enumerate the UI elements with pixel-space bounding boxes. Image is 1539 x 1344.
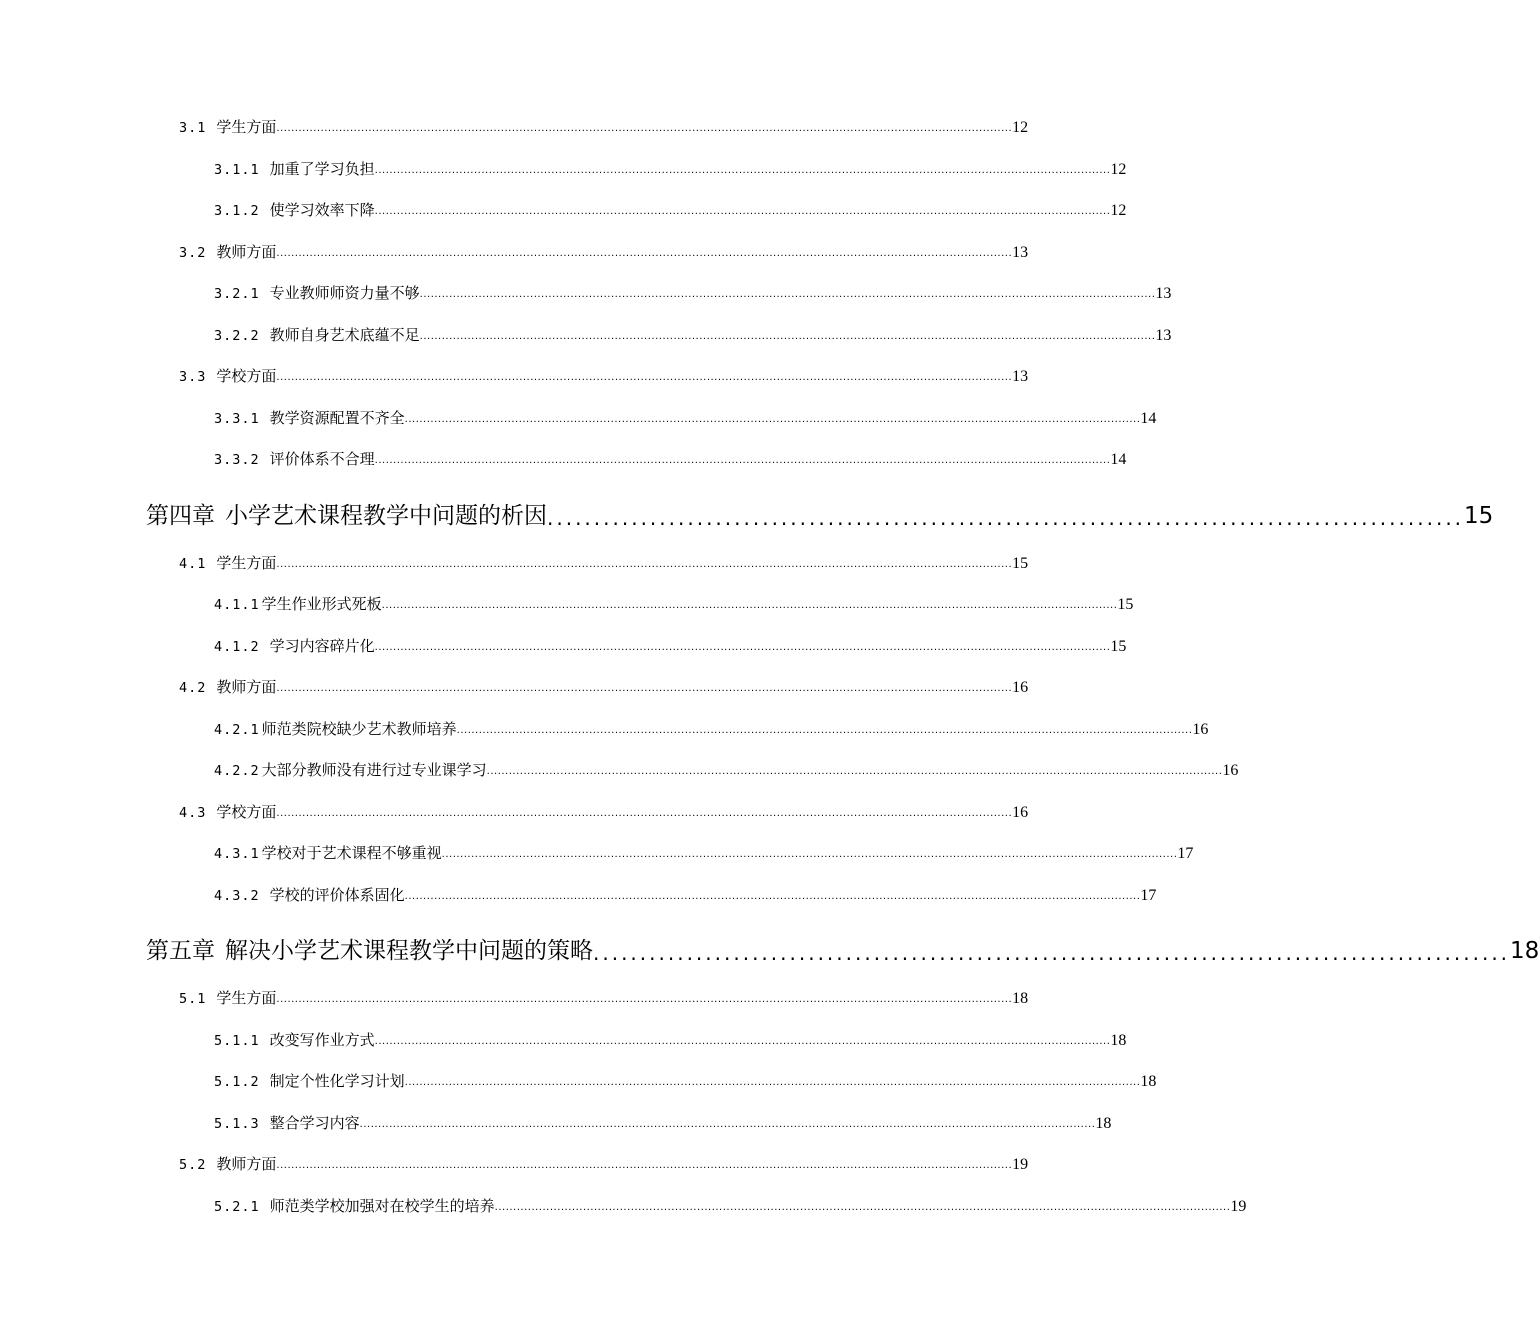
toc-entry-title: 教学资源配置不齐全 bbox=[269, 409, 405, 427]
toc-chapter-title: 小学艺术课程教学中问题的析因 bbox=[225, 503, 547, 529]
toc-entry-label bbox=[214, 1031, 375, 1050]
toc-entry-label bbox=[214, 1072, 405, 1091]
toc-entry[interactable] bbox=[179, 243, 1029, 262]
toc-entry[interactable] bbox=[214, 1114, 1112, 1133]
toc-entry[interactable] bbox=[214, 595, 1134, 614]
toc-dot-leader: ........................................................................................................................................................................................................ bbox=[374, 165, 1111, 176]
toc-entry[interactable] bbox=[179, 989, 1029, 1008]
toc-entry-page: 16 bbox=[1012, 804, 1029, 821]
toc-dot-leader: ........................................................................................................................................................................................................ bbox=[276, 123, 1013, 134]
toc-entry-label bbox=[179, 989, 276, 1008]
toc-dot-leader: ........................................................................................................................................................................................................ bbox=[276, 372, 1013, 383]
toc-entry-label bbox=[179, 554, 276, 573]
toc-dot-leader: .................................................................................................. bbox=[547, 506, 1465, 530]
toc-entry-page: 15 bbox=[1110, 638, 1127, 655]
toc-entry-label bbox=[179, 1155, 276, 1174]
toc-entry-title: 整合学习内容 bbox=[269, 1114, 360, 1132]
toc-entry[interactable] bbox=[179, 1155, 1029, 1174]
toc-dot-leader: ........................................................................................................................................................................................................ bbox=[381, 600, 1118, 611]
toc-entry-title: 学习内容碎片化 bbox=[269, 637, 375, 655]
toc-entry-label bbox=[214, 201, 375, 220]
toc-entry-number: 4.2 bbox=[179, 680, 207, 696]
toc-entry-page: 12 bbox=[1110, 202, 1127, 219]
toc-entry[interactable] bbox=[214, 720, 1209, 739]
toc-entry-label bbox=[179, 118, 276, 137]
toc-entry-title: 大部分教师没有进行过专业课学习 bbox=[261, 761, 487, 779]
toc-entry[interactable] bbox=[214, 1072, 1157, 1091]
toc-chapter-entry[interactable] bbox=[146, 936, 1539, 966]
toc-dot-leader: ........................................................................................................................................................................................................ bbox=[374, 455, 1111, 466]
toc-entry-label bbox=[214, 720, 457, 739]
toc-entry-title: 教师方面 bbox=[216, 678, 277, 696]
toc-entry-label bbox=[179, 678, 276, 697]
toc-entry-number: 3.1 bbox=[179, 120, 207, 136]
toc-dot-leader: ........................................................................................................................................................................................................ bbox=[276, 559, 1013, 570]
toc-entry-page: 16 bbox=[1012, 679, 1029, 696]
toc-dot-leader: ........................................................................................................................................................................................................ bbox=[374, 1036, 1111, 1047]
toc-entry[interactable] bbox=[214, 160, 1127, 179]
toc-dot-leader: ........................................................................................................................................................................................................ bbox=[441, 849, 1178, 860]
toc-entry-number: 3.3 bbox=[179, 369, 207, 385]
toc-chapter-title: 解决小学艺术课程教学中问题的策略 bbox=[225, 938, 593, 964]
toc-entry-page: 13 bbox=[1012, 244, 1029, 261]
toc-entry-number: 4.3.2 bbox=[214, 888, 260, 904]
toc-entry-number: 4.2.2 bbox=[214, 763, 260, 779]
toc-entry-label bbox=[214, 326, 420, 345]
toc-entry-number: 4.1.2 bbox=[214, 639, 260, 655]
toc-entry-label bbox=[146, 936, 593, 966]
toc-entry-page: 16 bbox=[1222, 762, 1239, 779]
toc-entry-title: 师范类院校缺少艺术教师培养 bbox=[261, 720, 457, 738]
toc-entry[interactable] bbox=[214, 201, 1127, 220]
toc-entry-number: 3.1.1 bbox=[214, 162, 260, 178]
toc-entry-label bbox=[214, 886, 405, 905]
toc-entry-title: 学校对于艺术课程不够重视 bbox=[261, 844, 442, 862]
toc-entry-page: 14 bbox=[1110, 451, 1127, 468]
toc-entry-page: 18 bbox=[1095, 1115, 1112, 1132]
toc-entry-title: 师范类学校加强对在校学生的培养 bbox=[269, 1197, 495, 1215]
toc-entry-label bbox=[146, 501, 547, 531]
toc-entry-title: 评价体系不合理 bbox=[269, 450, 375, 468]
toc-entry-title: 教师自身艺术底蕴不足 bbox=[269, 326, 420, 344]
toc-entry[interactable] bbox=[214, 450, 1127, 469]
toc-entry-page: 18 bbox=[1510, 938, 1539, 964]
toc-entry-page: 16 bbox=[1192, 721, 1209, 738]
toc-entry-page: 13 bbox=[1155, 285, 1172, 302]
toc-entry-page: 13 bbox=[1155, 327, 1172, 344]
toc-entry-title: 改变写作业方式 bbox=[269, 1031, 375, 1049]
toc-entry[interactable] bbox=[179, 678, 1029, 697]
toc-entry-label bbox=[214, 450, 375, 469]
toc-entry-label bbox=[179, 803, 276, 822]
toc-entry-title: 学生作业形式死板 bbox=[261, 595, 382, 613]
toc-entry-label bbox=[179, 243, 276, 262]
toc-entry[interactable] bbox=[214, 409, 1157, 428]
toc-entry-number: 3.2.1 bbox=[214, 286, 260, 302]
toc-entry-page: 18 bbox=[1110, 1032, 1127, 1049]
toc-entry[interactable] bbox=[179, 803, 1029, 822]
toc-entry-label bbox=[214, 1114, 360, 1133]
toc-entry-number: 3.2 bbox=[179, 245, 207, 261]
toc-entry-number: 4.2.1 bbox=[214, 722, 260, 738]
toc-entry-title: 学校方面 bbox=[216, 803, 277, 821]
toc-entry-page: 19 bbox=[1012, 1156, 1029, 1173]
toc-entry-label bbox=[214, 595, 382, 614]
toc-entry-title: 制定个性化学习计划 bbox=[269, 1072, 405, 1090]
toc-entry-page: 15 bbox=[1117, 596, 1134, 613]
toc-entry-title: 教师方面 bbox=[216, 243, 277, 261]
toc-dot-leader: ........................................................................................................................................................................................................ bbox=[404, 891, 1141, 902]
toc-entry-title: 学生方面 bbox=[216, 118, 277, 136]
toc-dot-leader: ........................................................................................................................................................................................................ bbox=[374, 642, 1111, 653]
toc-entry[interactable] bbox=[179, 554, 1029, 573]
toc-entry-label bbox=[179, 367, 276, 386]
toc-entry-number: 5.2 bbox=[179, 1157, 207, 1173]
toc-entry-number: 3.3.2 bbox=[214, 452, 260, 468]
toc-dot-leader: ........................................................................................................................................................................................................ bbox=[359, 1119, 1096, 1130]
toc-entry-number: 5.2.1 bbox=[214, 1199, 260, 1215]
toc-entry-title: 专业教师师资力量不够 bbox=[269, 284, 420, 302]
toc-dot-leader: ........................................................................................................................................................................................................ bbox=[276, 808, 1013, 819]
toc-dot-leader: .................................................................................................. bbox=[593, 941, 1511, 965]
toc-entry-label bbox=[214, 761, 487, 780]
toc-entry-label bbox=[214, 1197, 495, 1216]
toc-entry-label bbox=[214, 409, 405, 428]
toc-entry-number: 4.3.1 bbox=[214, 846, 260, 862]
toc-entry-number: 5.1.1 bbox=[214, 1033, 260, 1049]
toc-entry-page: 18 bbox=[1140, 1073, 1157, 1090]
toc-entry-page: 14 bbox=[1140, 410, 1157, 427]
toc-chapter-number: 第四章 bbox=[146, 503, 215, 529]
toc-entry[interactable] bbox=[214, 761, 1239, 780]
toc-entry[interactable] bbox=[214, 1197, 1247, 1216]
toc-entry-number: 3.2.2 bbox=[214, 328, 260, 344]
toc-entry-page: 15 bbox=[1464, 503, 1494, 529]
toc-dot-leader: ........................................................................................................................................................................................................ bbox=[404, 414, 1141, 425]
toc-entry[interactable] bbox=[214, 844, 1194, 863]
toc-entry[interactable] bbox=[214, 284, 1172, 303]
toc-entry-page: 12 bbox=[1012, 119, 1029, 136]
toc-entry-page: 13 bbox=[1012, 368, 1029, 385]
toc-entry-page: 19 bbox=[1230, 1198, 1247, 1215]
toc-dot-leader: ........................................................................................................................................................................................................ bbox=[494, 1202, 1231, 1213]
toc-dot-leader: ........................................................................................................................................................................................................ bbox=[456, 725, 1193, 736]
toc-entry-number: 5.1.3 bbox=[214, 1116, 260, 1132]
toc-chapter-number: 第五章 bbox=[146, 938, 215, 964]
toc-dot-leader: ........................................................................................................................................................................................................ bbox=[419, 289, 1156, 300]
toc-entry-title: 学校方面 bbox=[216, 367, 277, 385]
toc-entry-label bbox=[214, 844, 442, 863]
toc-dot-leader: ........................................................................................................................................................................................................ bbox=[419, 331, 1156, 342]
toc-entry[interactable] bbox=[214, 326, 1172, 345]
toc-dot-leader: ........................................................................................................................................................................................................ bbox=[276, 1160, 1013, 1171]
toc-dot-leader: ........................................................................................................................................................................................................ bbox=[276, 248, 1013, 259]
toc-entry-number: 4.1 bbox=[179, 556, 207, 572]
toc-entry[interactable] bbox=[179, 118, 1029, 137]
toc-entry-title: 学校的评价体系固化 bbox=[269, 886, 405, 904]
toc-dot-leader: ........................................................................................................................................................................................................ bbox=[276, 683, 1013, 694]
toc-entry-number: 5.1 bbox=[179, 991, 207, 1007]
toc-entry-number: 4.3 bbox=[179, 805, 207, 821]
toc-entry-title: 学生方面 bbox=[216, 989, 277, 1007]
toc-dot-leader: ........................................................................................................................................................................................................ bbox=[276, 994, 1013, 1005]
toc-dot-leader: ........................................................................................................................................................................................................ bbox=[374, 206, 1111, 217]
toc-entry-title: 加重了学习负担 bbox=[269, 160, 375, 178]
toc-entry-label bbox=[214, 637, 375, 656]
toc-chapter-entry[interactable] bbox=[146, 501, 1494, 531]
toc-entry-title: 使学习效率下降 bbox=[269, 201, 375, 219]
toc-entry-label bbox=[214, 160, 375, 179]
toc-entry-page: 18 bbox=[1012, 990, 1029, 1007]
toc-entry-page: 17 bbox=[1177, 845, 1194, 862]
toc-entry-number: 4.1.1 bbox=[214, 597, 260, 613]
toc-entry-title: 学生方面 bbox=[216, 554, 277, 572]
toc-entry-page: 15 bbox=[1012, 555, 1029, 572]
toc-entry-number: 5.1.2 bbox=[214, 1074, 260, 1090]
toc-entry-number: 3.1.2 bbox=[214, 203, 260, 219]
toc-entry-number: 3.3.1 bbox=[214, 411, 260, 427]
toc-entry-page: 12 bbox=[1110, 161, 1127, 178]
toc-entry[interactable] bbox=[179, 367, 1029, 386]
toc-dot-leader: ........................................................................................................................................................................................................ bbox=[486, 766, 1223, 777]
toc-dot-leader: ........................................................................................................................................................................................................ bbox=[404, 1077, 1141, 1088]
toc-entry[interactable] bbox=[214, 886, 1157, 905]
toc-entry-label bbox=[214, 284, 420, 303]
toc-entry-title: 教师方面 bbox=[216, 1155, 277, 1173]
toc-entry[interactable] bbox=[214, 637, 1127, 656]
toc-entry-page: 17 bbox=[1140, 887, 1157, 904]
toc-entry[interactable] bbox=[214, 1031, 1127, 1050]
